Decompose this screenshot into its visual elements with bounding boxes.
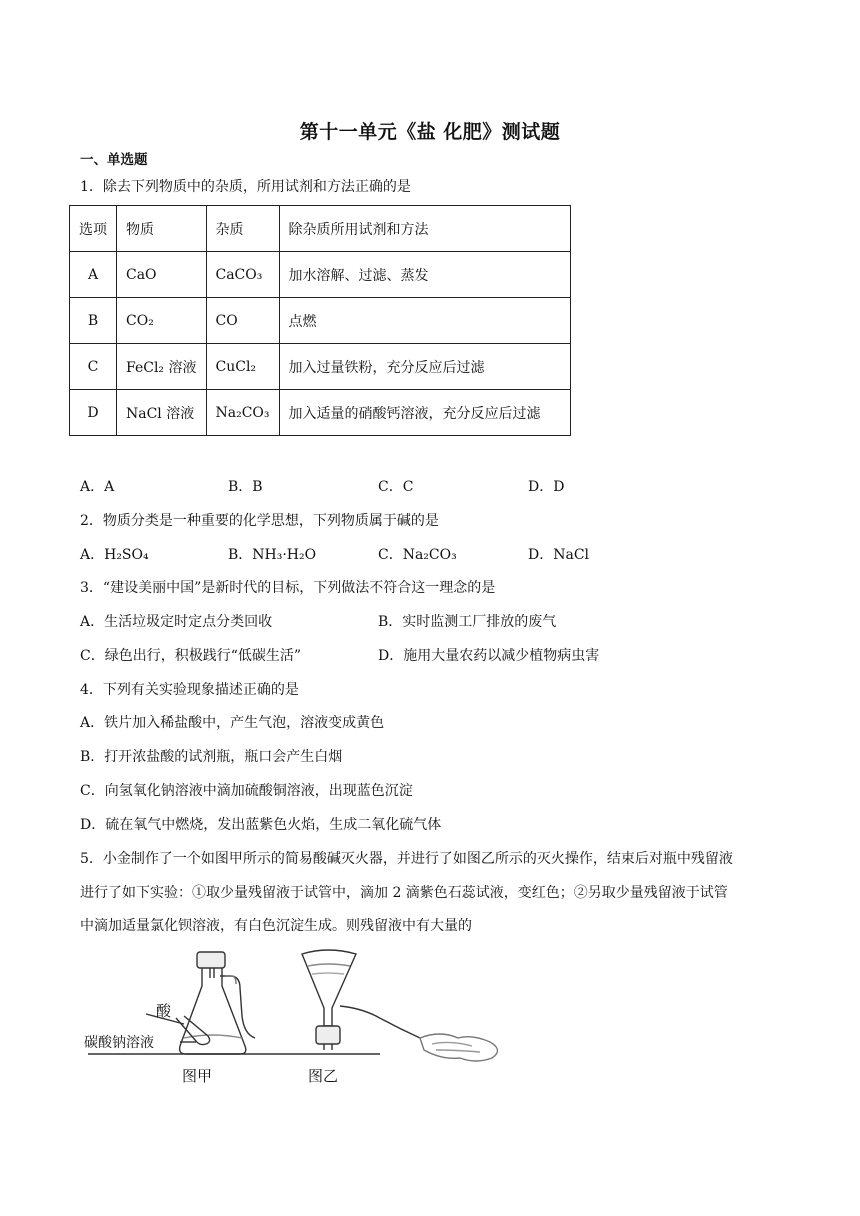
table-row [70,298,571,344]
table-cell-impurity: CO [206,298,279,344]
table-cell-substance: CO₂ [117,298,207,344]
table-cell-impurity: Na₂CO₃ [206,390,279,436]
option-a[interactable]: A．A [80,479,115,495]
table-cell-option: C [70,344,117,390]
table-cell-method: 加入过量铁粉，充分反应后过滤 [279,344,570,390]
table-cell-method: 加水溶解、过滤、蒸发 [279,252,570,298]
option-d[interactable]: D．硫在氧气中燃烧，发出蓝紫色火焰，生成二氧化硫气体 [80,817,442,833]
option-a[interactable]: A．铁片加入稀盐酸中，产生气泡，溶液变成黄色 [80,715,385,731]
table-cell-option: D [70,390,117,436]
caption-figure-b: 图乙 [308,1068,339,1085]
section-heading: 一、单选题 [80,152,148,168]
option-b[interactable]: B．打开浓盐酸的试剂瓶，瓶口会产生白烟 [80,749,343,765]
table-row [70,390,571,436]
label-acid: 酸 [156,1003,172,1020]
option-c[interactable]: C．绿色出行，积极践行“低碳生活” [80,648,302,664]
table-row [70,252,571,298]
question-5-stem-line: 5．小金制作了一个如图甲所示的简易酸碱灭火器，并进行了如图乙所示的灭火操作，结束后对瓶中残留液 [80,851,733,867]
question-3-options-row2 [80,646,780,666]
table-cell-method: 点燃 [279,298,570,344]
option-b[interactable]: B．NH₃·H₂O [228,547,317,563]
option-b[interactable]: B．实时监测工厂排放的废气 [378,614,557,630]
table-header-cell: 选项 [70,206,117,252]
question-5-stem-line: 中滴加适量氯化钡溶液，有白色沉淀生成。则残留液中有大量的 [80,918,472,934]
option-c[interactable]: C．Na₂CO₃ [378,547,457,563]
question-2-options [80,545,780,565]
inverted-flask-apparatus [302,950,498,1061]
table-header-cell: 杂质 [206,206,279,252]
question-3-options-row1 [80,612,780,632]
option-d[interactable]: D．D [528,479,565,495]
option-d[interactable]: D．NaCl [528,547,590,563]
table-cell-impurity: CuCl₂ [206,344,279,390]
option-a[interactable]: A．生活垃圾定时定点分类回收 [80,614,273,630]
option-b[interactable]: B．B [228,479,263,495]
option-d[interactable]: D．施用大量农药以减少植物病虫害 [378,648,600,664]
table-cell-substance: CaO [117,252,207,298]
flask-apparatus [176,952,255,1054]
question-2-stem: 2．物质分类是一种重要的化学思想，下列物质属于碱的是 [80,513,439,529]
option-c[interactable]: C．向氢氧化钠溶液中滴加硫酸铜溶液，出现蓝色沉淀 [80,783,413,799]
page-title: 第十一单元《盐 化肥》测试题 [299,121,561,143]
option-a[interactable]: A．H₂SO₄ [80,547,149,563]
table-header-cell: 除杂质所用试剂和方法 [279,206,570,252]
table-header-cell: 物质 [117,206,207,252]
label-sodium-carbonate: 碳酸钠溶液 [84,1034,154,1050]
question-5-stem-line: 进行了如下实验：①取少量残留液于试管中，滴加 2 滴紫色石蕊试液，变红色；②另取少量残留液于试管 [80,885,728,901]
question-1-stem: 1．除去下列物质中的杂质，所用试剂和方法正确的是 [80,179,411,195]
table-cell-method: 加入适量的硝酸钙溶液，充分反应后过滤 [279,390,570,436]
table-cell-option: A [70,252,117,298]
table-row [70,344,571,390]
question-4-stem: 4．下列有关实验现象描述正确的是 [80,682,299,698]
question-3-stem: 3．“建设美丽中国”是新时代的目标，下列做法不符合这一理念的是 [80,580,496,596]
table-cell-impurity: CaCO₃ [206,252,279,298]
table-cell-substance: FeCl₂ 溶液 [117,344,207,390]
fire-extinguisher-figure [80,946,520,1096]
caption-figure-a: 图甲 [182,1068,213,1085]
option-c[interactable]: C．C [378,479,414,495]
question-1-options [80,477,780,497]
question-1-table [69,205,571,436]
table-cell-option: B [70,298,117,344]
table-header-row [70,206,571,252]
table-cell-substance: NaCl 溶液 [117,390,207,436]
